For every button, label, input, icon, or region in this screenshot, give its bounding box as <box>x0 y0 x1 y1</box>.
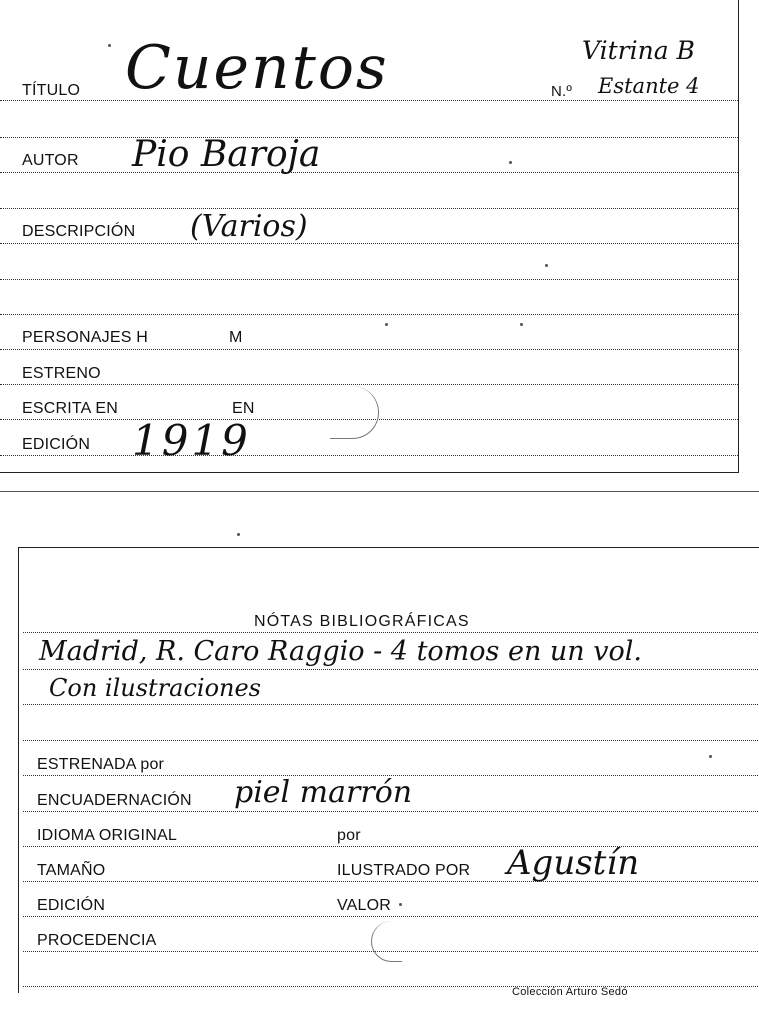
titulo-label: TÍTULO <box>22 82 81 99</box>
speck <box>709 755 712 758</box>
ruled-line <box>0 314 738 315</box>
card-separator <box>0 491 759 492</box>
speck <box>509 161 512 164</box>
tamano-label: TAMAÑO <box>37 862 106 879</box>
escrita-en-label: ESCRITA EN <box>22 400 118 417</box>
personajes-m-label: M <box>229 329 243 346</box>
speck <box>108 44 111 47</box>
ruled-line <box>0 137 738 138</box>
catalog-card-front <box>0 0 739 473</box>
speck <box>385 323 388 326</box>
collection-footer: Colección Arturo Sedó <box>512 986 628 998</box>
ruled-line <box>23 704 759 705</box>
encuadernacion-label: ENCUADERNACIÓN <box>37 792 192 809</box>
descripcion-value: (Varios) <box>190 209 308 244</box>
autor-label: AUTOR <box>22 152 79 169</box>
ruled-line <box>23 881 759 882</box>
descripcion-label: DESCRIPCIÓN <box>22 223 136 240</box>
titulo-value: Cuentos <box>125 33 389 103</box>
autor-value: Pio Baroja <box>132 134 321 175</box>
ruled-line <box>0 172 738 173</box>
edicion-label: EDICIÓN <box>22 436 91 453</box>
speck <box>237 533 240 536</box>
ruled-line <box>23 846 759 847</box>
por-label: por <box>337 827 361 844</box>
ruled-line <box>23 632 759 633</box>
speck <box>399 903 402 906</box>
ruled-line <box>0 208 738 209</box>
procedencia-label: PROCEDENCIA <box>37 932 157 949</box>
ilustrado-por-label: ILUSTRADO POR <box>337 862 471 879</box>
idioma-original-label: IDIOMA ORIGINAL <box>37 827 177 844</box>
vitrina-value: Vitrina B <box>582 36 695 65</box>
speck <box>545 264 548 267</box>
ruled-line <box>0 279 738 280</box>
estante-value: Estante 4 <box>598 74 700 98</box>
ruled-line <box>23 669 759 670</box>
edicion-value: 1919 <box>132 416 251 465</box>
ilustrado-value: Agustín <box>507 843 640 883</box>
stain-mark <box>330 386 379 439</box>
ruled-line <box>0 243 738 244</box>
ruled-line <box>23 916 759 917</box>
notas-line2: Con ilustraciones <box>49 674 261 702</box>
catalog-card-back <box>18 547 759 993</box>
speck <box>520 323 523 326</box>
ruled-line <box>23 986 759 987</box>
ruled-line <box>23 811 759 812</box>
edicion-label-back: EDICIÓN <box>37 897 106 914</box>
ruled-line <box>0 455 738 456</box>
estreno-label: ESTRENO <box>22 365 101 382</box>
personajes-h-label: PERSONAJES H <box>22 329 148 346</box>
estrenada-label: ESTRENADA por <box>37 756 165 773</box>
encuadernacion-value: piel marrón <box>234 775 413 810</box>
notas-heading: NÓTAS BIBLIOGRÁFICAS <box>254 613 470 630</box>
stain-mark <box>371 921 402 962</box>
ruled-line <box>0 349 738 350</box>
ruled-line <box>23 740 759 741</box>
numero-label: N.º <box>551 83 573 100</box>
en-label: EN <box>232 400 255 417</box>
valor-label: VALOR <box>337 897 392 914</box>
ruled-line <box>0 384 738 385</box>
notas-line1: Madrid, R. Caro Raggio - 4 tomos en un vol. <box>39 636 643 667</box>
